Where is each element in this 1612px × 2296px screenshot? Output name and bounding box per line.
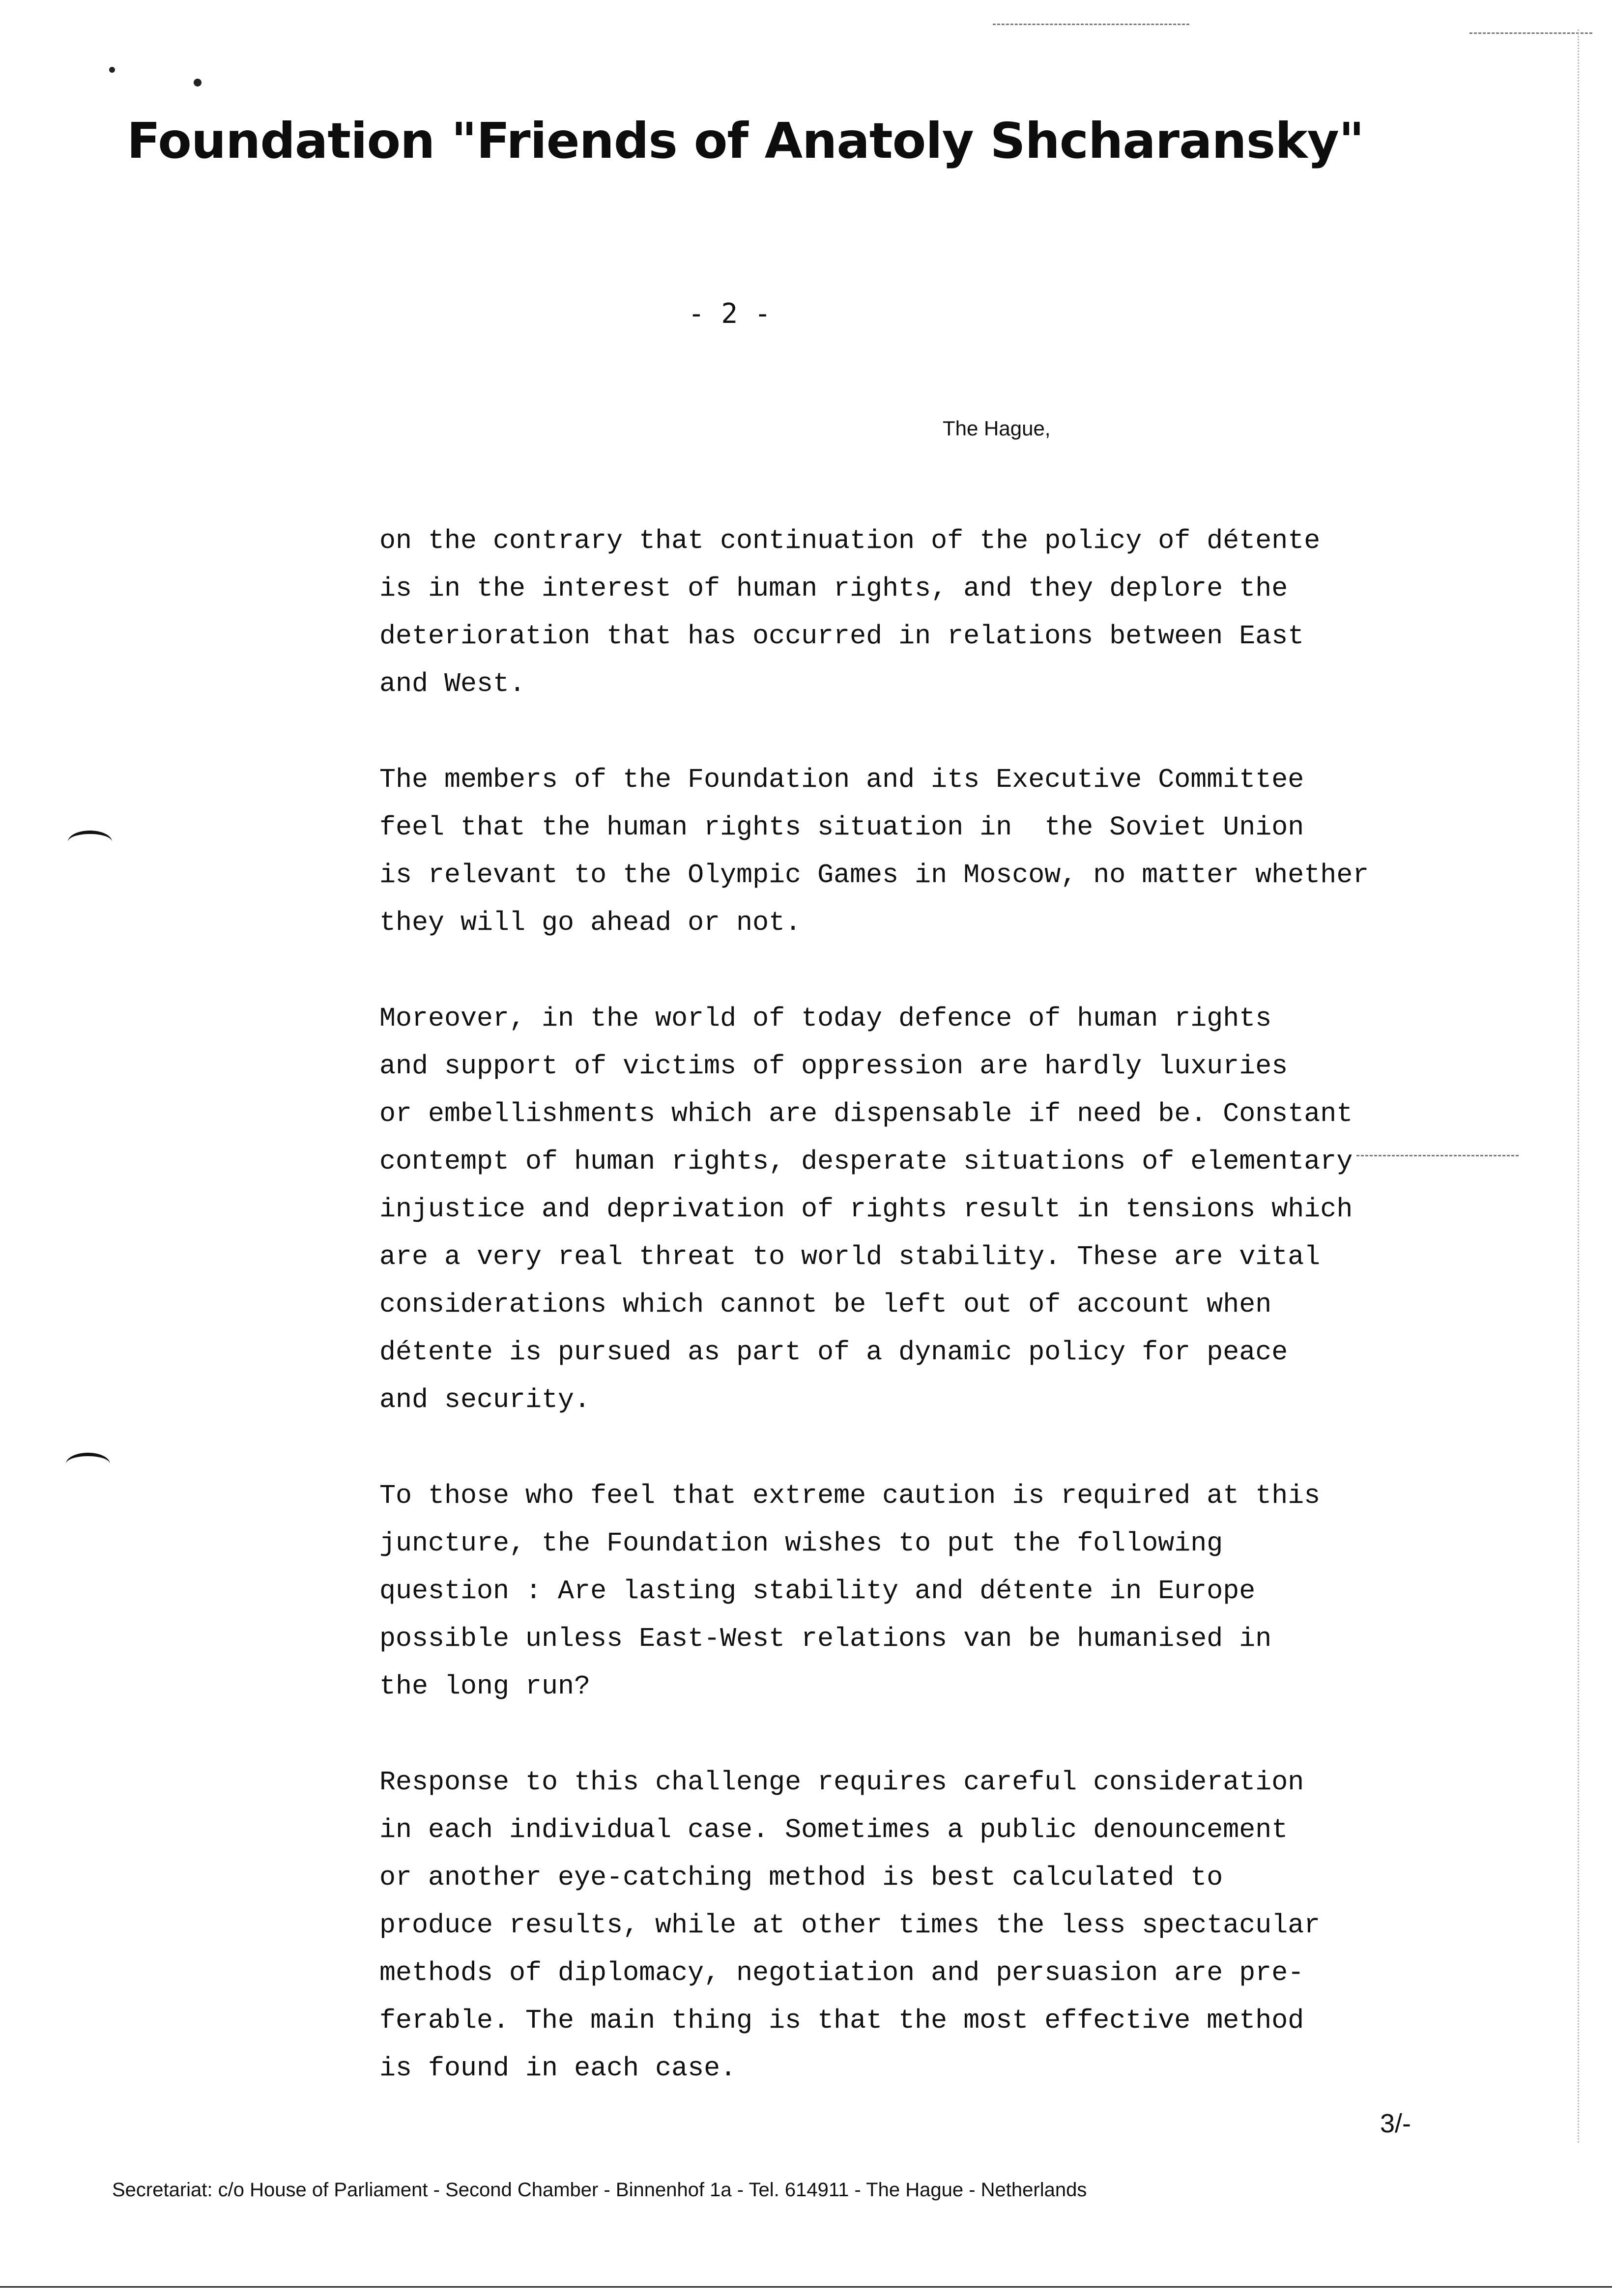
paragraph-line: and security.: [379, 1384, 591, 1415]
paragraph-line: deterioration that has occurred in relations between East: [379, 621, 1304, 652]
scan-dash-line: [993, 24, 1189, 25]
body-paragraph: [379, 1472, 1387, 1710]
scan-edge-marks: [1578, 29, 1579, 2143]
scan-speck: [194, 79, 202, 86]
footer-address: Secretariat: c/o House of Parliament - Second Chamber - Binnenhof 1a - Tel. 614911 - The Hague - Netherlands: [112, 2179, 1087, 2201]
paragraph-line: or embellishments which are dispensable if need be. Constant: [379, 1098, 1353, 1129]
paragraph-line: contempt of human rights, desperate situations of elementary: [379, 1146, 1353, 1177]
paragraph-line: The members of the Foundation and its Executive Committee: [379, 764, 1304, 795]
paragraph-line: are a very real threat to world stability. These are vital: [379, 1241, 1321, 1272]
paragraph-line: possible unless East-West relations van be humanised in: [379, 1623, 1272, 1654]
paragraph-line: methods of diplomacy, negotiation and persuasion are pre-: [379, 1957, 1304, 1988]
paragraph-line: and support of victims of oppression are hardly luxuries: [379, 1051, 1288, 1082]
paragraph-line: Response to this challenge requires careful consideration: [379, 1767, 1304, 1798]
letter-body: [379, 517, 1387, 2140]
paragraph-line: ferable. The main thing is that the most effective method: [379, 2005, 1304, 2036]
paragraph-line: feel that the human rights situation in the Soviet Union: [379, 812, 1304, 843]
paragraph-line: is in the interest of human rights, and they deplore the: [379, 573, 1288, 604]
letterhead-title: Foundation "Friends of Anatoly Shcharansky": [127, 112, 1364, 170]
paragraph-line: and West.: [379, 668, 526, 699]
paragraph-line: question : Are lasting stability and détente in Europe: [379, 1576, 1256, 1607]
body-paragraph: [379, 995, 1387, 1424]
body-paragraph: [379, 756, 1387, 947]
continued-marker: 3/-: [1380, 2109, 1411, 2138]
scan-dash-line: [1469, 32, 1592, 34]
punch-hole-mark: [68, 831, 112, 853]
paragraph-line: produce results, while at other times the less spectacular: [379, 1910, 1321, 1941]
paragraph-line: considerations which cannot be left out of account when: [379, 1289, 1272, 1320]
paragraph-line: Moreover, in the world of today defence of human rights: [379, 1003, 1272, 1034]
page-number: - 2 -: [688, 298, 771, 330]
body-paragraph: [379, 517, 1387, 708]
paragraph-line: détente is pursued as part of a dynamic policy for peace: [379, 1337, 1288, 1368]
paragraph-line: or another eye-catching method is best calculated to: [379, 1862, 1223, 1893]
scan-speck: [109, 67, 115, 73]
punch-hole-mark: [66, 1453, 110, 1475]
paragraph-line: To those who feel that extreme caution is required at this: [379, 1480, 1321, 1511]
paragraph-line: is found in each case.: [379, 2053, 737, 2084]
paragraph-line: they will go ahead or not.: [379, 907, 802, 938]
paragraph-line: in each individual case. Sometimes a public denouncement: [379, 1814, 1288, 1845]
place-line: The Hague,: [943, 417, 1051, 440]
bottom-rule: [0, 2286, 1612, 2288]
paragraph-line: juncture, the Foundation wishes to put the following: [379, 1528, 1223, 1559]
paragraph-line: on the contrary that continuation of the policy of détente: [379, 525, 1321, 556]
paragraph-line: is relevant to the Olympic Games in Moscow, no matter whether: [379, 860, 1369, 890]
paragraph-line: injustice and deprivation of rights result in tensions which: [379, 1194, 1353, 1225]
paragraph-line: the long run?: [379, 1671, 591, 1702]
body-paragraph: [379, 1758, 1387, 2092]
